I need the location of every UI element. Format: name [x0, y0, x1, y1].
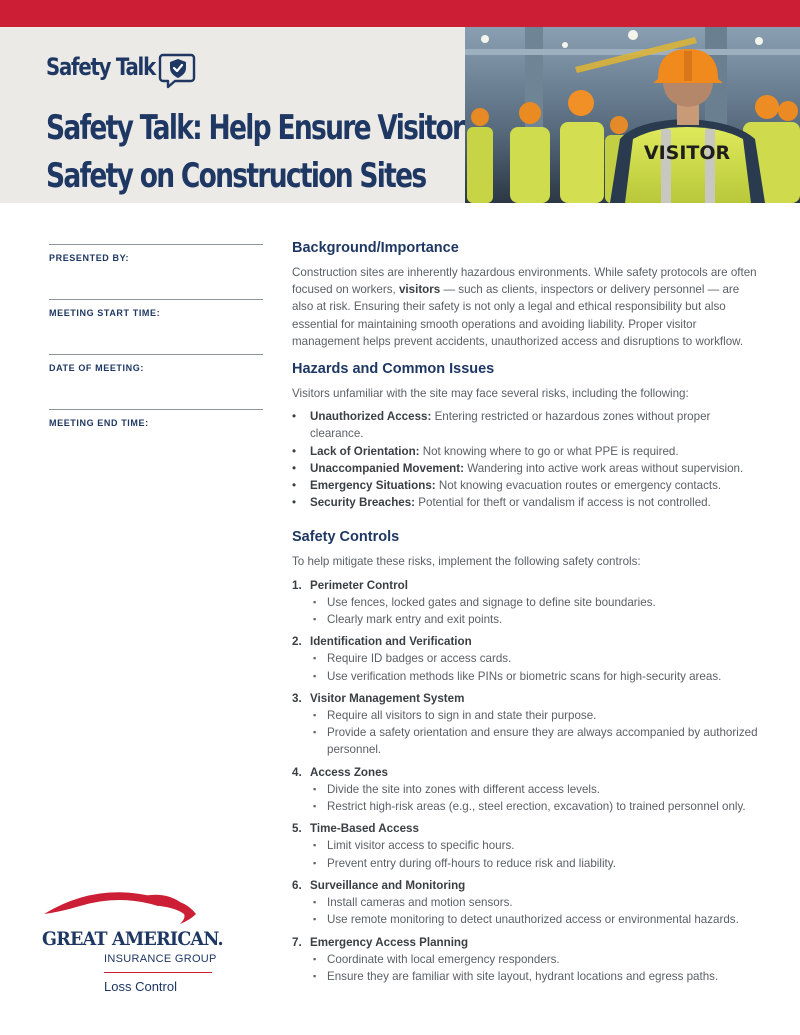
control-points	[310, 707, 762, 759]
background-heading: Background/Importance	[292, 240, 459, 256]
meeting-end-time-label: MEETING END TIME:	[49, 418, 149, 428]
control-title: Perimeter Control	[310, 578, 408, 592]
page-title	[46, 104, 464, 200]
control-point: ▪ Limit visitor access to specific hours.	[310, 837, 762, 854]
construction-site-photo	[465, 27, 800, 203]
meeting-end-time-field[interactable]	[49, 409, 263, 464]
control-point: ▪ Prevent entry during off-hours to reduce risk and liability.	[310, 855, 762, 872]
control-points	[310, 894, 762, 928]
control-points	[310, 781, 762, 815]
control-points	[310, 650, 762, 684]
control-item: 5. Time-Based Access ▪ Limit visitor access to specific hours. ▪ Prevent entry during off-hours to reduce risk and liability.	[292, 820, 762, 872]
hazards-intro: Visitors unfamiliar with the site may face several risks, including the following:	[292, 387, 689, 401]
control-point: ▪ Install cameras and motion sensors.	[310, 894, 762, 911]
control-point: ▪ Use remote monitoring to detect unauthorized access or environmental hazards.	[310, 911, 762, 928]
control-title: Time-Based Access	[310, 822, 419, 836]
control-title: Access Zones	[310, 765, 388, 779]
hazard-item: • Emergency Situations: Not knowing evacuation routes or emergency contacts.	[292, 477, 762, 494]
control-title: Surveillance and Monitoring	[310, 878, 466, 892]
vest-label: VISITOR	[643, 142, 731, 164]
control-point: ▪ Clearly mark entry and exit points.	[310, 611, 762, 628]
meeting-info-form	[49, 244, 263, 464]
control-point: ▪ Restrict high-risk areas (e.g., steel erection, excavation) to trained personnel only.	[310, 798, 762, 815]
company-name: GREAT AMERICAN.	[42, 928, 223, 950]
hazard-item: • Lack of Orientation: Not knowing where to go or what PPE is required.	[292, 443, 762, 460]
eagle-swoosh-icon	[40, 884, 220, 932]
department-name: Loss Control	[104, 979, 177, 994]
presented-by-label: PRESENTED BY:	[49, 253, 130, 263]
background-paragraph: Construction sites are inherently hazardous environments. While safety protocols are often focused on workers, visitors — such as clients, inspectors or delivery personnel — are also at risk. Ensuring their safety is not only a legal and ethical responsibility but also essential for maintaining smooth operations and avoiding liability. Proper visitor management helps prevent accidents, unauthorized access and disruptions to workflow.	[292, 266, 757, 348]
control-point: ▪ Use verification methods like PINs or biometric scans for high-security areas.	[310, 668, 762, 685]
control-item: 3. Visitor Management System ▪ Require all visitors to sign in and state their purpose. ▪ Provide a safety orientation and ensure they are always accompanied by authorized personnel.	[292, 690, 762, 759]
control-item: 7. Emergency Access Planning ▪ Coordinate with local emergency responders. ▪ Ensure they are familiar with site layout, hydrant locations and egress paths.	[292, 934, 762, 986]
visitors-emphasis: visitors	[398, 283, 441, 297]
hazards-list	[292, 408, 762, 511]
page-title-line-1: Safety Talk: Help Ensure Visitor	[46, 108, 464, 148]
controls-intro: To help mitigate these risks, implement the following safety controls:	[292, 555, 641, 569]
control-point: ▪ Use fences, locked gates and signage to define site boundaries.	[310, 594, 762, 611]
controls-heading: Safety Controls	[292, 529, 400, 546]
brand-row	[46, 53, 179, 81]
main-content	[292, 238, 762, 990]
meeting-start-time-label: MEETING START TIME:	[49, 308, 161, 318]
page-title-line-2: Safety on Construction Sites	[46, 156, 426, 196]
company-subtitle: INSURANCE GROUP	[104, 953, 217, 965]
control-point: ▪ Ensure they are familiar with site layout, hydrant locations and egress paths.	[310, 968, 762, 985]
control-item: 6. Surveillance and Monitoring ▪ Install cameras and motion sensors. ▪ Use remote monitoring to detect unauthorized access or environmental hazards.	[292, 877, 762, 929]
control-item: 2. Identification and Verification ▪ Require ID badges or access cards. ▪ Use verification methods like PINs or biometric scans for high-security areas.	[292, 633, 762, 685]
meeting-start-time-field[interactable]	[49, 299, 263, 354]
hazard-item: • Security Breaches: Potential for theft or vandalism if access is not controlled.	[292, 494, 762, 511]
control-points	[310, 594, 762, 628]
presented-by-field[interactable]	[49, 244, 263, 299]
hazards-heading: Hazards and Common Issues	[292, 361, 495, 378]
date-of-meeting-field[interactable]	[49, 354, 263, 409]
control-title: Identification and Verification	[310, 635, 472, 649]
control-points	[310, 837, 762, 871]
control-point: ▪ Coordinate with local emergency responders.	[310, 951, 762, 968]
control-point: ▪ Provide a safety orientation and ensure they are always accompanied by authorized personnel.	[310, 724, 762, 758]
control-title: Visitor Management System	[310, 691, 465, 705]
control-title: Emergency Access Planning	[310, 935, 469, 949]
control-point: ▪ Divide the site into zones with different access levels.	[310, 781, 762, 798]
date-of-meeting-label: DATE OF MEETING:	[49, 363, 144, 373]
hazard-item: • Unauthorized Access: Entering restricted or hazardous zones without proper clearance.	[292, 408, 762, 442]
logo-divider	[104, 972, 212, 973]
header-photo	[465, 27, 800, 203]
brand-name: Safety Talk	[46, 53, 155, 81]
control-points	[310, 951, 762, 985]
control-item: 1. Perimeter Control ▪ Use fences, locked gates and signage to define site boundaries. ▪ Clearly mark entry and exit points.	[292, 577, 762, 629]
top-accent-bar	[0, 0, 800, 27]
controls-list	[292, 577, 762, 985]
hazard-item: • Unaccompanied Movement: Wandering into active work areas without supervision.	[292, 460, 762, 477]
control-point: ▪ Require all visitors to sign in and state their purpose.	[310, 707, 762, 724]
control-item: 4. Access Zones ▪ Divide the site into zones with different access levels. ▪ Restrict high-risk areas (e.g., steel erection, excavation) to trained personnel only.	[292, 764, 762, 816]
control-point: ▪ Require ID badges or access cards.	[310, 650, 762, 667]
company-logo	[40, 884, 223, 999]
shield-check-chat-icon	[158, 51, 198, 91]
